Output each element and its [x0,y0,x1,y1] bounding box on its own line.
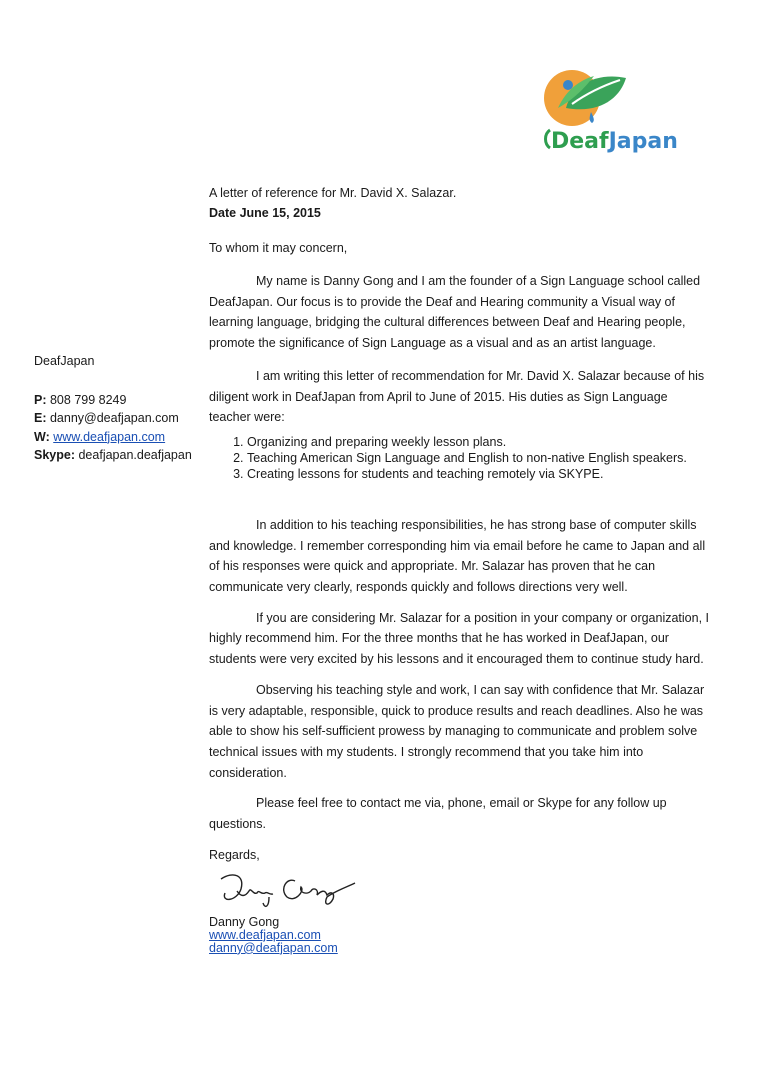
logo-text-japan: Japan [608,129,678,154]
signature-image [215,867,365,913]
list-item: 3. Creating lessons for students and teaching remotely via SKYPE. [247,466,709,482]
signer-details [209,916,709,955]
paragraph-intro: My name is Danny Gong and I am the founder of a Sign Language school called DeafJapan. Our focus is to provide the Deaf and Hearing community a Visual way of learning language, bridging the cultural differences between Deaf and Hearing people, promote the significance of Sign Language as a visual and as an artist language. [209,274,701,351]
phone-label: P: [34,392,47,407]
contact-sidebar [34,352,194,465]
duties-list [209,434,709,482]
skype-label: Skype: [34,448,75,462]
logo-text-deaf: Deaf [551,129,609,154]
web-link[interactable]: www.deafjapan.com [53,429,166,444]
paragraph-contact: Please feel free to contact me via, phone, email or Skype for any follow up questions. [209,796,667,832]
signer-web-link[interactable]: www.deafjapan.com [209,927,321,942]
list-item: 1. Organizing and preparing weekly lesson plans. [247,434,709,450]
skype-value: deafjapan.deafjapan [78,448,192,462]
paragraph-teaching-style: Observing his teaching style and work, I can say with confidence that Mr. Salazar is very adaptable, responsible, quick to produce results and reach deadlines. Also he was able to show his self-sufficient prowess by managing to communicate and problem solve technical issues with my students. I strongly recommend that you take him into consideration. [209,682,705,780]
signer-name: Danny Gong [209,914,280,929]
sidebar-org-name: DeafJapan [34,354,95,368]
paragraph-endorsement: If you are considering Mr. Salazar for a position in your company or organization, I highly recommend him. For the three months that he has worked in DeafJapan, our students were very excited by his lessons and it encouraged them to continue study hard. [209,610,710,667]
paragraph-recommendation: I am writing this letter of recommendation for Mr. David X. Salazar because of his diligent work in DeafJapan from April to June of 2015. His duties as Sign Language teacher were: [209,368,705,425]
letter-heading: A letter of reference for Mr. David X. Salazar. [209,186,457,200]
web-label: W: [34,429,50,444]
letter-closing: Regards, [209,847,260,862]
sidebar-web [34,428,194,447]
sidebar-skype [34,446,194,465]
letter-body [209,183,709,955]
email-label: E: [34,411,47,425]
paragraph-skills: In addition to his teaching responsibilities, he has strong base of computer skills and knowledge. I remember corresponding him via email before he came to Japan and all of his responses were quick and appropriate. Mr. Salazar has proven that he can communicate very clearly, responds quickly and follows directions very well. [209,517,706,595]
deafjapan-logo [536,64,696,156]
phone-value: 808 799 8249 [49,392,127,407]
list-item: 2. Teaching American Sign Language and English to non-native English speakers. [247,450,709,466]
sidebar-email [34,409,194,428]
letter-date: Date June 15, 2015 [209,206,321,220]
svg-text:DeafJapan [551,129,678,154]
signer-email-link[interactable]: danny@deafjapan.com [209,940,338,955]
email-value: danny@deafjapan.com [49,411,179,425]
sidebar-phone [34,391,194,410]
letter-greeting: To whom it may concern, [209,241,348,255]
